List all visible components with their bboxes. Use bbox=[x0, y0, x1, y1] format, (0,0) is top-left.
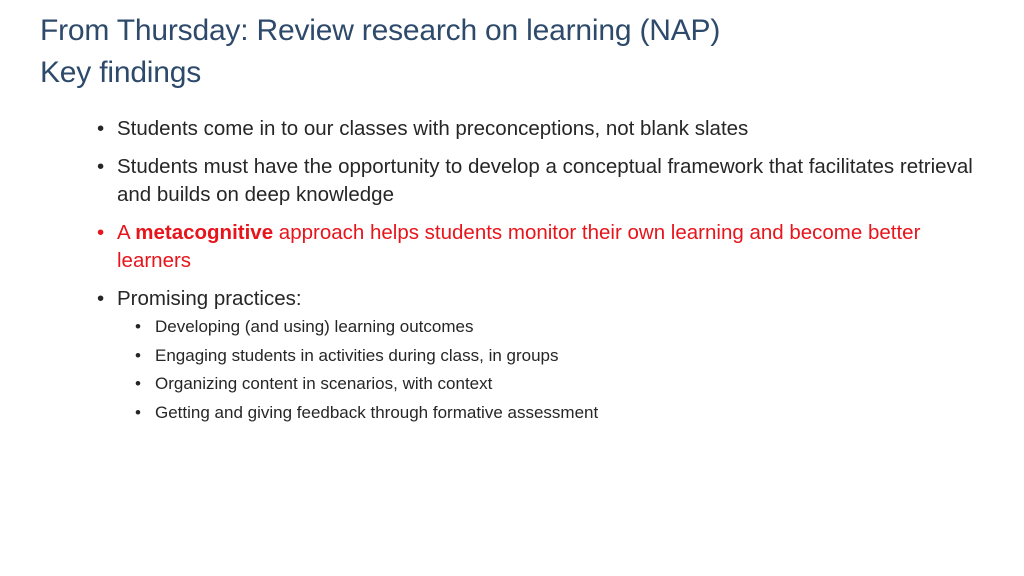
bullet-preconceptions: • Students come in to our classes with preconceptions, not blank slates bbox=[97, 115, 997, 143]
bullet-promising-practices: • Promising practices: bbox=[97, 285, 997, 313]
sub-bullet-scenarios: • Organizing content in scenarios, with context bbox=[135, 370, 997, 399]
bullet-metacognitive-suffix: approach helps students monitor their own learning and become better learners bbox=[117, 221, 921, 272]
slide-title bbox=[40, 10, 720, 94]
bullet-metacognitive bbox=[97, 219, 997, 275]
sub-bullet-list bbox=[97, 313, 997, 427]
title-line-1: From Thursday: Review research on learning (NAP) bbox=[40, 14, 721, 47]
bullet-list bbox=[97, 115, 997, 427]
sub-bullet-feedback: • Getting and giving feedback through formative assessment bbox=[135, 399, 997, 428]
sub-bullet-activities: • Engaging students in activities during class, in groups bbox=[135, 342, 997, 371]
bullet-metacognitive-emphasis: metacognitive bbox=[135, 221, 274, 244]
sub-bullet-learning-outcomes: • Developing (and using) learning outcomes bbox=[135, 313, 997, 342]
bullet-conceptual-framework: • Students must have the opportunity to develop a conceptual framework that facilitates retrieval and builds on deep knowledge bbox=[97, 153, 997, 209]
bullet-metacognitive-prefix: A bbox=[117, 221, 136, 244]
title-line-2: Key findings bbox=[40, 56, 202, 89]
